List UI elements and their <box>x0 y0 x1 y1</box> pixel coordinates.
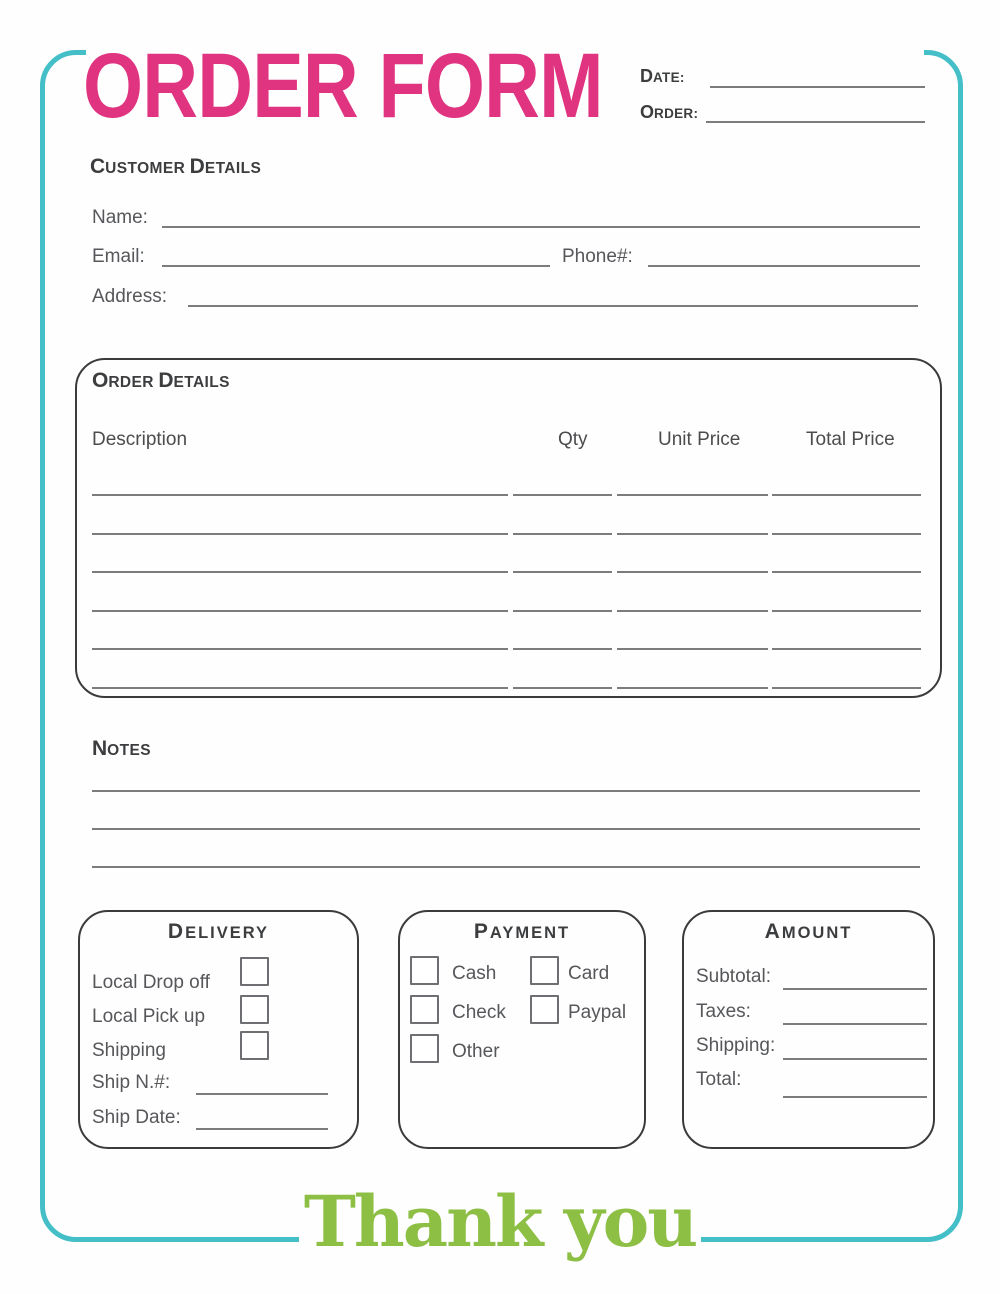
order-table-cell-line[interactable] <box>513 648 612 650</box>
ship-number-label: Ship N.#: <box>92 1072 171 1093</box>
order-table-cell-line[interactable] <box>92 571 508 573</box>
order-table-cell-line[interactable] <box>92 648 508 650</box>
column-header-total-price: Total Price <box>806 429 895 450</box>
thank-you-text: Thank you <box>303 1180 697 1263</box>
delivery-checkbox-local-pick-up[interactable] <box>240 995 269 1024</box>
taxes-input-line[interactable] <box>783 1023 927 1025</box>
column-header-qty: Qty <box>558 429 588 450</box>
order-table-cell-line[interactable] <box>617 687 768 689</box>
taxes-label: Taxes: <box>696 1001 751 1022</box>
name-input-line[interactable] <box>162 226 920 228</box>
notes-line[interactable] <box>92 828 920 830</box>
subtotal-input-line[interactable] <box>783 988 927 990</box>
payment-box <box>398 910 646 1149</box>
payment-option-card-label: Card <box>568 963 610 984</box>
date-label: DATE: <box>640 66 685 86</box>
order-table-cell-line[interactable] <box>617 648 768 650</box>
order-table-cell-line[interactable] <box>92 533 508 535</box>
order-table-cell-line[interactable] <box>92 494 508 496</box>
order-table-cell-line[interactable] <box>617 494 768 496</box>
date-input-line[interactable] <box>710 86 925 88</box>
email-input-line[interactable] <box>162 265 550 267</box>
order-table-cell-line[interactable] <box>772 610 921 612</box>
amount-heading: AMOUNT <box>764 920 853 943</box>
order-table-cell-line[interactable] <box>513 687 612 689</box>
order-table-cell-line[interactable] <box>513 610 612 612</box>
payment-checkbox-card[interactable] <box>530 956 559 985</box>
delivery-checkbox-local-drop-off[interactable] <box>240 957 269 986</box>
payment-heading: PAYMENT <box>473 920 571 943</box>
order-table-cell-line[interactable] <box>513 494 612 496</box>
order-table-cell-line[interactable] <box>772 571 921 573</box>
phone-input-line[interactable] <box>648 265 920 267</box>
total-label: Total: <box>696 1069 742 1090</box>
order-table-cell-line[interactable] <box>92 687 508 689</box>
order-table-cell-line[interactable] <box>772 533 921 535</box>
payment-option-other-label: Other <box>452 1041 500 1062</box>
order-details-heading: ORDER DETAILS <box>92 369 230 392</box>
order-number-input-line[interactable] <box>706 121 925 123</box>
order-number-label: ORDER: <box>640 102 699 122</box>
column-header-description: Description <box>92 429 188 450</box>
order-table-cell-line[interactable] <box>772 687 921 689</box>
ship-date-label: Ship Date: <box>92 1107 181 1128</box>
shipping-label: Shipping: <box>696 1035 776 1056</box>
payment-checkbox-paypal[interactable] <box>530 995 559 1024</box>
order-table-cell-line[interactable] <box>772 648 921 650</box>
address-label: Address: <box>92 286 167 307</box>
order-table-cell-line[interactable] <box>772 494 921 496</box>
email-label: Email: <box>92 246 145 267</box>
order-table-cell-line[interactable] <box>513 533 612 535</box>
notes-heading: NOTES <box>92 737 151 760</box>
order-table-cell-line[interactable] <box>513 571 612 573</box>
ship-date-input-line[interactable] <box>196 1128 328 1130</box>
notes-line[interactable] <box>92 866 920 868</box>
address-input-line[interactable] <box>188 305 918 307</box>
total-input-line[interactable] <box>783 1096 927 1098</box>
payment-checkbox-cash[interactable] <box>410 956 439 985</box>
order-table-cell-line[interactable] <box>92 610 508 612</box>
delivery-option-shipping-label: Shipping <box>92 1040 166 1061</box>
subtotal-label: Subtotal: <box>696 966 771 987</box>
page-title: ORDER FORM <box>83 35 603 137</box>
notes-line[interactable] <box>92 790 920 792</box>
delivery-heading: DELIVERY <box>167 920 270 943</box>
phone-label: Phone#: <box>562 246 633 267</box>
delivery-checkbox-shipping[interactable] <box>240 1031 269 1060</box>
payment-option-cash-label: Cash <box>452 963 497 984</box>
order-table-cell-line[interactable] <box>617 610 768 612</box>
delivery-option-local-pick-up-label: Local Pick up <box>92 1006 206 1027</box>
payment-option-paypal-label: Paypal <box>568 1002 627 1023</box>
shipping-input-line[interactable] <box>783 1058 927 1060</box>
payment-checkbox-other[interactable] <box>410 1034 439 1063</box>
payment-option-check-label: Check <box>452 1002 506 1023</box>
payment-checkbox-check[interactable] <box>410 995 439 1024</box>
order-table-cell-line[interactable] <box>617 571 768 573</box>
customer-details-heading: CUSTOMER DETAILS <box>90 155 262 178</box>
delivery-option-local-drop-off-label: Local Drop off <box>92 972 210 993</box>
order-details-box <box>75 358 942 698</box>
column-header-unit-price: Unit Price <box>658 429 741 450</box>
ship-number-input-line[interactable] <box>196 1093 328 1095</box>
order-table-cell-line[interactable] <box>617 533 768 535</box>
amount-box <box>682 910 935 1149</box>
name-label: Name: <box>92 207 148 228</box>
